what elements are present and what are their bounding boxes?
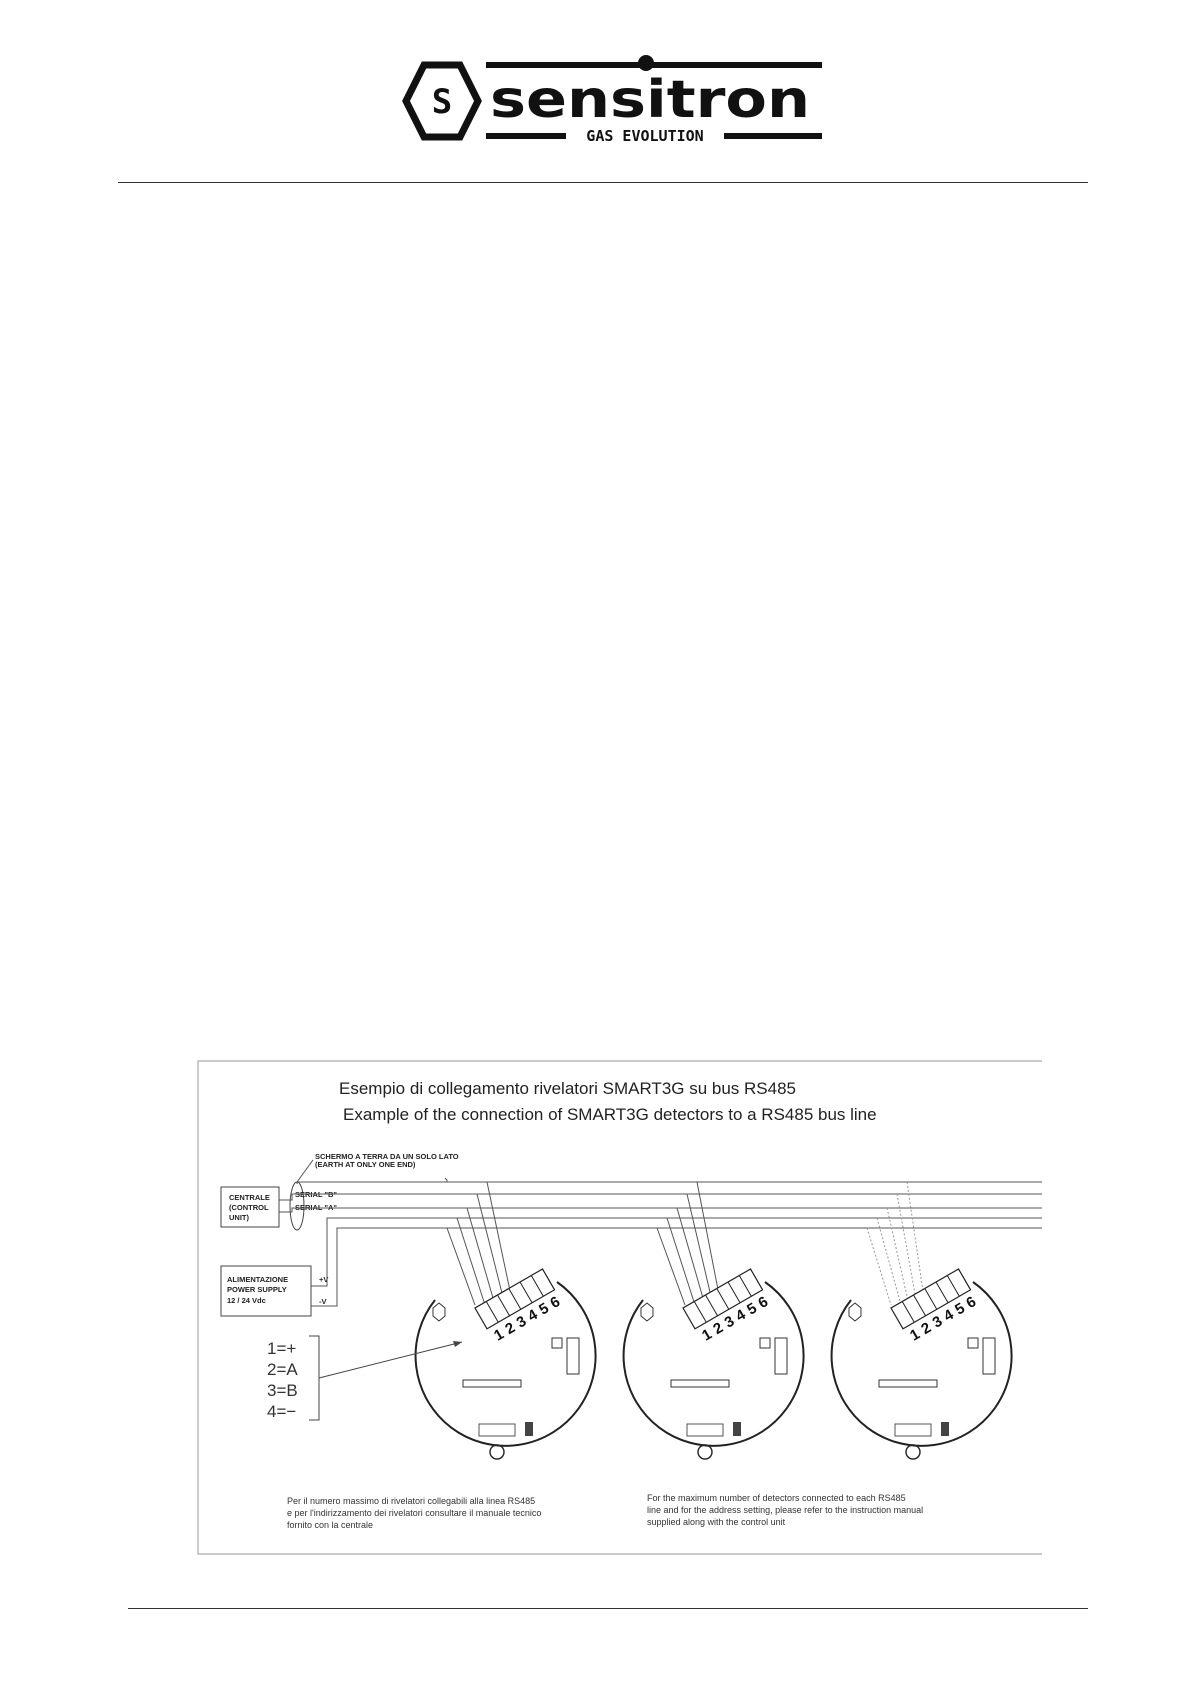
svg-text:2: 2	[918, 1319, 935, 1339]
svg-text:1: 1	[491, 1325, 507, 1345]
note-en-line-2: line and for the address setting, please refer to the instruction manual	[647, 1505, 924, 1515]
svg-text:1: 1	[907, 1325, 923, 1345]
note-it-line-3: fornito con la centrale	[287, 1520, 374, 1530]
power-supply-label-3: 12 / 24 Vdc	[227, 1296, 266, 1305]
note-it-line-2: e per l'indirizzamento dei rivelatori consultare il manuale tecnico	[287, 1508, 542, 1518]
note-en-line-3: supplied along with the control unit	[647, 1517, 786, 1527]
diagram-title-it: Esempio di collegamento rivelatori SMART3G su bus RS485	[339, 1079, 797, 1098]
svg-text:5: 5	[744, 1299, 760, 1319]
svg-text:4: 4	[940, 1306, 957, 1326]
svg-text:4: 4	[524, 1306, 541, 1326]
logo-tagline: GAS EVOLUTION	[586, 127, 704, 145]
svg-text:5: 5	[536, 1299, 552, 1319]
control-unit-label-3: UNIT)	[229, 1213, 249, 1222]
plus-v-label: +V	[319, 1275, 329, 1284]
shield-label-it: SCHERMO A TERRA DA UN SOLO LATO	[315, 1152, 459, 1161]
logo-mark-letter: S	[431, 82, 453, 122]
svg-text:5: 5	[952, 1299, 968, 1319]
svg-text:1: 1	[699, 1325, 715, 1345]
minus-v-label: -V	[319, 1297, 327, 1306]
logo-brand-name: sensitron	[490, 70, 810, 130]
diagram-title-en: Example of the connection of SMART3G detectors to a RS485 bus line	[343, 1105, 877, 1124]
detector-3	[832, 1269, 1012, 1459]
footer-divider	[128, 1608, 1088, 1609]
header-divider	[118, 182, 1088, 183]
detector-1	[416, 1269, 596, 1459]
serial-b-label: SERIAL "B"	[295, 1190, 337, 1199]
shield-label-en: (EARTH AT ONLY ONE END)	[315, 1160, 416, 1169]
svg-text:3: 3	[721, 1312, 738, 1332]
terminal-block-2	[683, 1269, 773, 1346]
svg-text:6: 6	[547, 1293, 564, 1313]
legend-item-1: 1=+	[267, 1339, 297, 1358]
svg-text:6: 6	[963, 1293, 980, 1313]
note-it-line-1: Per il numero massimo di rivelatori collegabili alla linea RS485	[287, 1496, 536, 1506]
legend-item-2: 2=A	[267, 1360, 298, 1379]
legend-item-3: 3=B	[267, 1381, 298, 1400]
svg-text:4: 4	[732, 1306, 749, 1326]
control-unit-label-2: (CONTROL	[229, 1203, 269, 1212]
control-unit-label-1: CENTRALE	[229, 1193, 270, 1202]
detector-2	[624, 1269, 804, 1459]
serial-a-label: SERIAL "A"	[295, 1203, 337, 1212]
legend-item-4: 4=−	[267, 1402, 297, 1421]
svg-text:2: 2	[502, 1319, 519, 1339]
svg-text:2: 2	[710, 1319, 727, 1339]
sensitron-logo	[388, 55, 828, 147]
power-supply-label-2: POWER SUPPLY	[227, 1285, 287, 1294]
svg-text:6: 6	[755, 1293, 772, 1313]
terminal-block-3	[891, 1269, 981, 1346]
note-en-line-1: For the maximum number of detectors connected to each RS485	[647, 1493, 906, 1503]
svg-text:3: 3	[513, 1312, 530, 1332]
power-supply-label-1: ALIMENTAZIONE	[227, 1275, 289, 1284]
svg-text:3: 3	[929, 1312, 946, 1332]
wiring-diagram	[197, 1060, 1042, 1555]
